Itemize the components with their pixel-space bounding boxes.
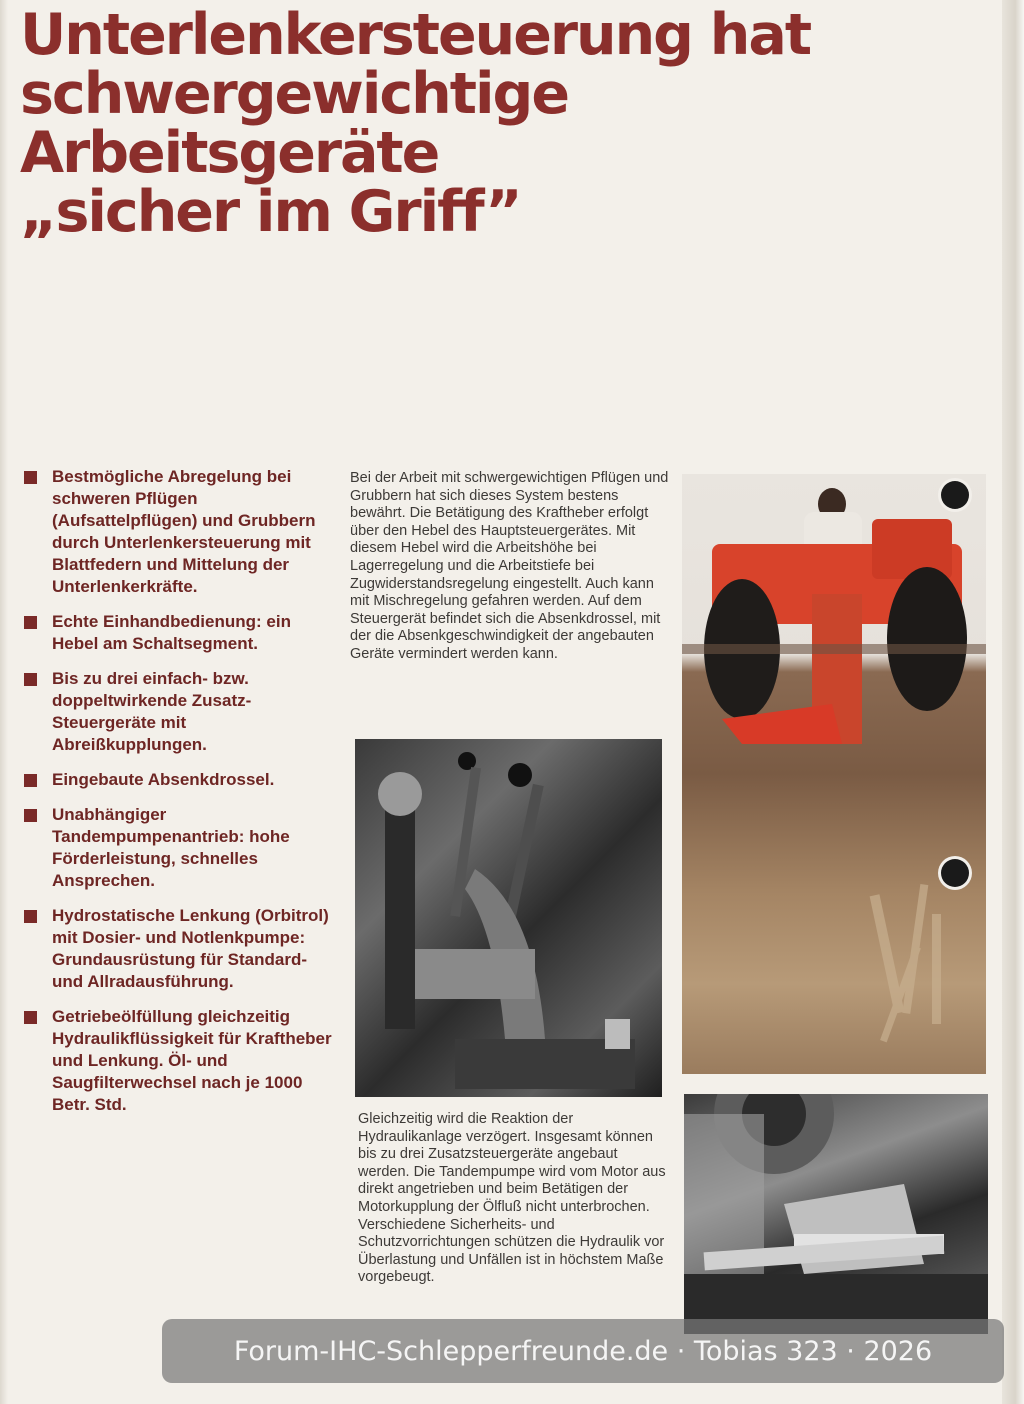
watermark-banner	[162, 1319, 1004, 1383]
square-bullet-icon	[24, 616, 37, 629]
feature-text: Bestmögliche Abregelung bei schweren Pflügen (Aufsattelpflügen) und Grubbern durch Unterlenkersteuerung mit Blattfedern und Mittelung der Unterlenkerkräfte.	[52, 467, 316, 596]
headline-line: „sicher im Griff”	[20, 179, 521, 245]
feature-text: Echte Einhandbedienung: ein Hebel am Schaltsegment.	[52, 612, 291, 653]
page-edge-left	[0, 0, 8, 1404]
square-bullet-icon	[24, 673, 37, 686]
coupling-photo	[684, 1094, 988, 1334]
punch-hole	[941, 481, 969, 509]
headline-line: schwergewichtige	[20, 61, 568, 127]
square-bullet-icon	[24, 774, 37, 787]
tractor-plough-photo	[682, 474, 986, 1074]
headline	[20, 2, 1010, 245]
punch-hole	[941, 859, 969, 887]
feature-text: Hydrostatische Lenkung (Orbitrol) mit Dosier- und Notlenkpumpe: Grundausrüstung für Standard- und Allradausführung.	[52, 906, 329, 991]
feature-item	[24, 668, 334, 756]
square-bullet-icon	[24, 1011, 37, 1024]
feature-item	[24, 466, 334, 598]
control-levers-photo	[355, 739, 662, 1097]
feature-text: Eingebaute Absenkdrossel.	[52, 770, 275, 789]
headline-line: Unterlenkersteuerung hat	[20, 2, 811, 68]
feature-text: Unabhängiger Tandempumpenantrieb: hohe Förderleistung, schnelles Ansprechen.	[52, 805, 290, 890]
body-text-upper: Bei der Arbeit mit schwergewichtigen Pflügen und Grubbern hat sich dieses System bestens bewährt. Die Betätigung des Kraftheber erfolgt über den Hebel des Hauptsteuergerätes. Mit diesem Hebel wird die Arbeitshöhe bei Lagerregelung und die Arbeitstiefe bei Zugwiderstandsregelung eingestellt. Auch kann mit Mischregelung gefahren werden. Auf dem Steuergerät befindet sich die Absenkdrossel, mit der die Absenkgeschwindigkeit der angebauten Geräte vermindert werden kann.	[350, 470, 669, 662]
square-bullet-icon	[24, 809, 37, 822]
feature-item	[24, 905, 334, 993]
watermark-text: Forum-IHC-Schlepperfreunde.de · Tobias 323 · 2026	[233, 1335, 933, 1367]
feature-text: Getriebeölfüllung gleichzeitig Hydraulikflüssigkeit für Kraftheber und Lenkung. Öl- und Saugfilterwechsel nach je 1000 Betr. Std.	[52, 1007, 332, 1114]
feature-item	[24, 804, 334, 892]
feature-item	[24, 1006, 334, 1116]
square-bullet-icon	[24, 910, 37, 923]
square-bullet-icon	[24, 471, 37, 484]
feature-item	[24, 611, 334, 655]
headline-line: Arbeitsgeräte	[20, 120, 439, 186]
feature-item	[24, 769, 334, 791]
body-text-lower: Gleichzeitig wird die Reaktion der Hydraulikanlage verzögert. Insgesamt können bis zu drei Zusatzsteuergeräte angebaut werden. Die Tandempumpe wird vom Motor aus direkt angetrieben und beim Betätigen der Motorkupplung der Ölfluß nicht unterbrochen. Verschiedene Sicherheits- und Schutzvorrichtungen schützen die Hydraulik vor Überlastung und Unfällen ist in höchstem Maße vorgebeugt.	[358, 1111, 666, 1286]
feature-text: Bis zu drei einfach- bzw. doppeltwirkende Zusatz-Steuergeräte mit Abreißkupplungen.	[52, 669, 252, 754]
feature-list	[24, 466, 334, 1129]
